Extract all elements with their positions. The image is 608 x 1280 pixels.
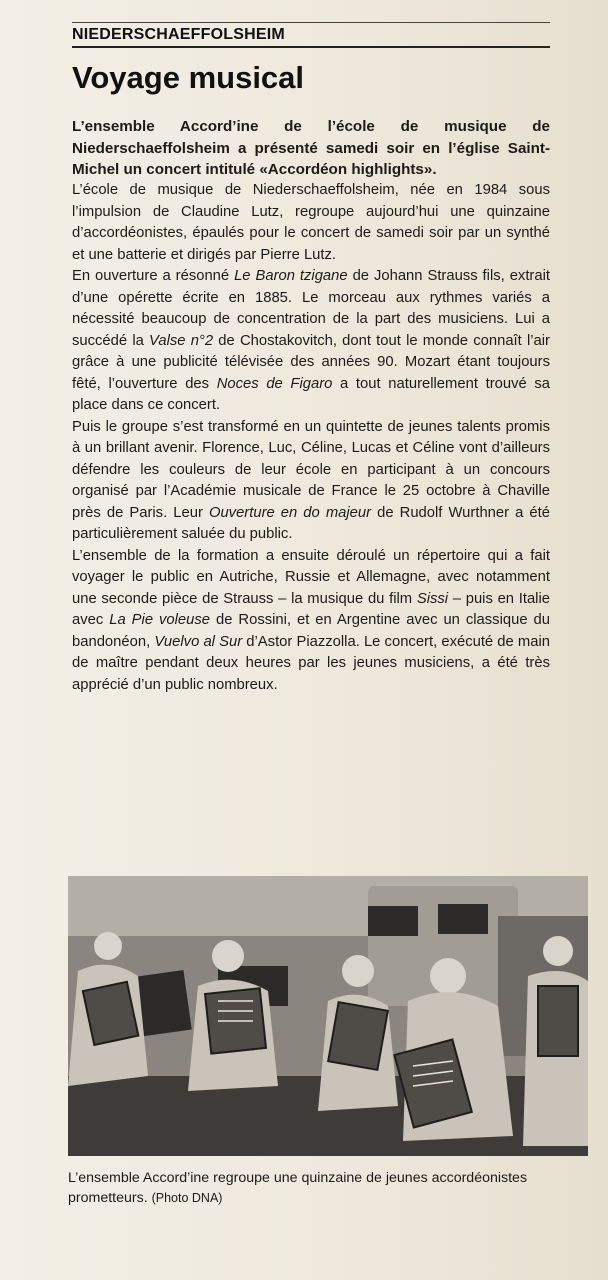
article-lead: L’ensemble Accord’ine de l’école de musique de Niederschaeffolsheim a présenté samedi soir en l’église Saint-Michel un concert intitulé «Accordéon highlights». [72, 118, 550, 178]
work-title: Noces de Figaro [216, 375, 333, 392]
photo-caption: L’ensemble Accord’ine regroupe une quinzaine de jeunes accordéonistes prometteurs. (Photo DNA) [68, 1170, 528, 1206]
section-heading: NIEDERSCHAEFFOLSHEIM [72, 26, 550, 48]
top-rule [72, 22, 550, 23]
work-title: Ouverture en do majeur [208, 504, 372, 521]
work-title: Vuelvo al Sur [154, 633, 243, 650]
paragraph-4: L’ensemble de la formation a ensuite déroulé un répertoire qui a fait voyager le public en Autriche, Russie et Allemagne, avec notamment une seconde pièce de Strauss – la musique du film Sissi – puis en Italie avec La Pie voleuse de Rossini, et en Argentine avec un classique du bandonéon, Vuelvo al Sur d’Astor Piazzolla. Le concert, exécuté de main de maître pendant deux heures par les jeunes musiciens, a été très apprécié d’un public nombreux. [72, 547, 550, 693]
article-title: Voyage musical [72, 60, 305, 95]
work-title: La Pie voleuse [109, 612, 211, 628]
photo-credit: (Photo DNA) [151, 1191, 223, 1205]
paragraph-3: Puis le groupe s’est transformé en un quintette de jeunes talents promis à un brillant avenir. Florence, Luc, Céline, Lucas et Céline vont d’ailleurs défendre les couleurs de leur école en participant à un concours organisé par l’Académie musicale de France le 25 octobre à Chaville près de Paris. Leur Ouverture en do majeur de Rudolf Wurthner a été particulièrement saluée du public. [72, 418, 550, 542]
paragraph-2: En ouverture a résonné Le Baron tzigane de Johann Strauss fils, extrait d’une opérette écrite en 1885. Le morceau aux rythmes variés a nécessité beaucoup de concentration de la part des musiciens. Lui a succédé la Valse n°2 de Chostakovitch, dont tout le monde connaît l’air grâce à une publicité télévisée des années 90. Mozart étant toujours fêté, l’ouverture des Noces de Figaro a tout naturellement trouvé sa place dans ce concert. [72, 268, 550, 413]
article-body [72, 180, 550, 696]
concert-photo [68, 876, 588, 1156]
paragraph-1: L’école de musique de Niederschaeffolsheim, née en 1984 sous l’impulsion de Claudine Lutz, regroupe aujourd’hui une quinzaine d’accordéonistes, épaulés pour le concert de samedi soir par un synthé et une batterie et dirigés par Pierre Lutz. [72, 182, 550, 263]
work-title: Le Baron tzigane [234, 268, 348, 284]
work-title: Valse n°2 [149, 332, 214, 349]
work-title: Sissi [416, 590, 449, 607]
